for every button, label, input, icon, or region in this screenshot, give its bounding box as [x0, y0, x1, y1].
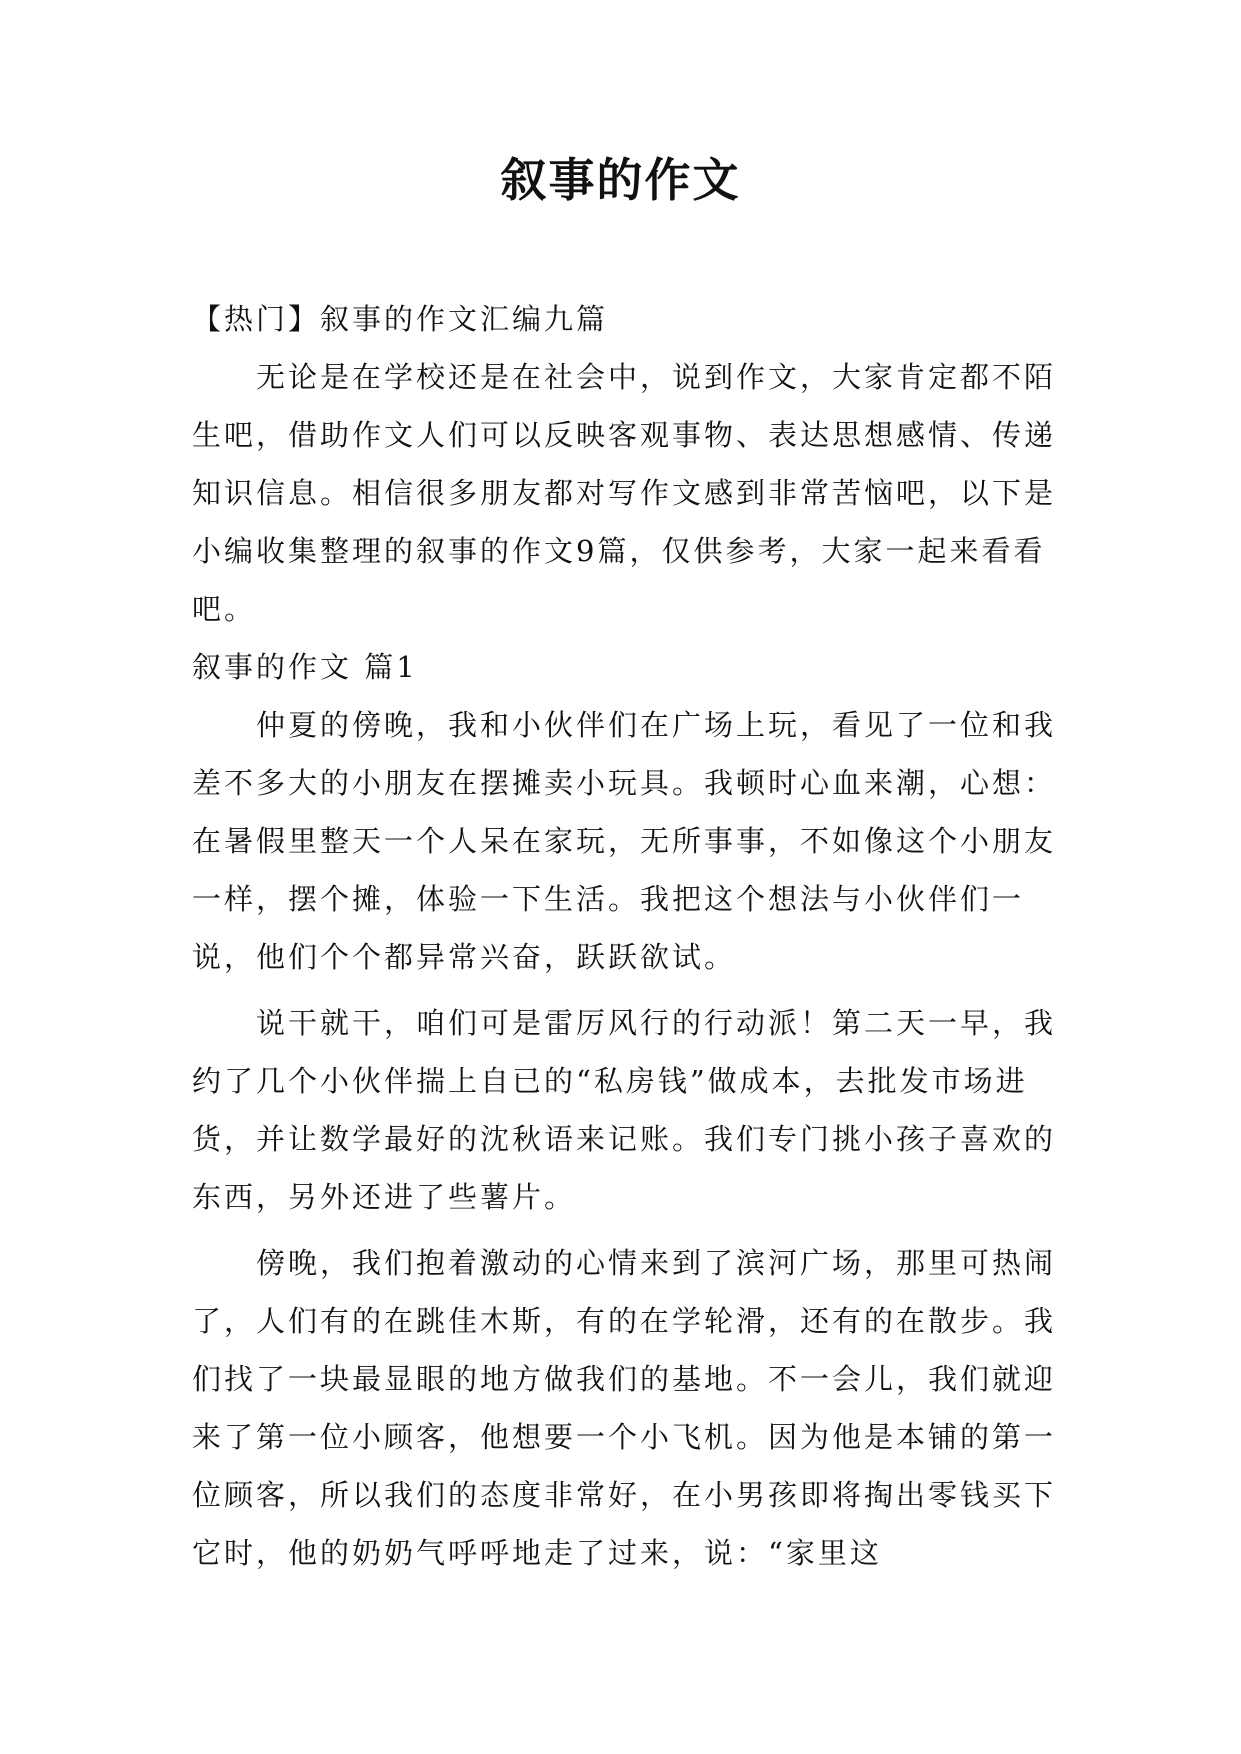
body-paragraph: 仲夏的傍晚，我和小伙伴们在广场上玩，看见了一位和我差不多大的小朋友在摆摊卖小玩具。我顿时心血来潮，心想：在暑假里整天一个人呆在家玩，无所事事，不如像这个小朋友一样，摆个摊，体验一下生活。我把这个想法与小伙伴们一说，他们个个都异常兴奋，跃跃欲试。	[192, 708, 1057, 974]
body-paragraph: 傍晚，我们抱着激动的心情来到了滨河广场，那里可热闹了，人们有的在跳佳木斯，有的在学轮滑，还有的在散步。我们找了一块最显眼的地方做我们的基地。不一会儿，我们就迎来了第一位小顾客，他想要一个小飞机。因为他是本铺的第一位顾客，所以我们的态度非常好，在小男孩即将掏出零钱买下它时，他的奶奶气呼呼地走了过来，说：“家里这	[192, 1246, 1057, 1570]
body-paragraph: 说干就干，咱们可是雷厉风行的行动派！第二天一早，我约了几个小伙伴揣上自已的“私房钱”做成本，去批发市场进货，并让数学最好的沈秋语来记账。我们专门挑小孩子喜欢的东西，另外还进了些薯片。	[192, 1006, 1057, 1214]
document-title: 叙事的作文	[500, 153, 741, 207]
intro-paragraph: 无论是在学校还是在社会中，说到作文，大家肯定都不陌生吧，借助作文人们可以反映客观事物、表达思想感情、传递知识信息。相信很多朋友都对写作文感到非常苦恼吧，以下是小编收集整理的叙事的作文9篇，仅供参考，大家一起来看看吧。	[192, 360, 1057, 626]
document-subtitle: 【热门】叙事的作文汇编九篇	[192, 302, 609, 336]
section-heading: 叙事的作文 篇1	[192, 650, 418, 684]
document-body	[192, 290, 1072, 1582]
